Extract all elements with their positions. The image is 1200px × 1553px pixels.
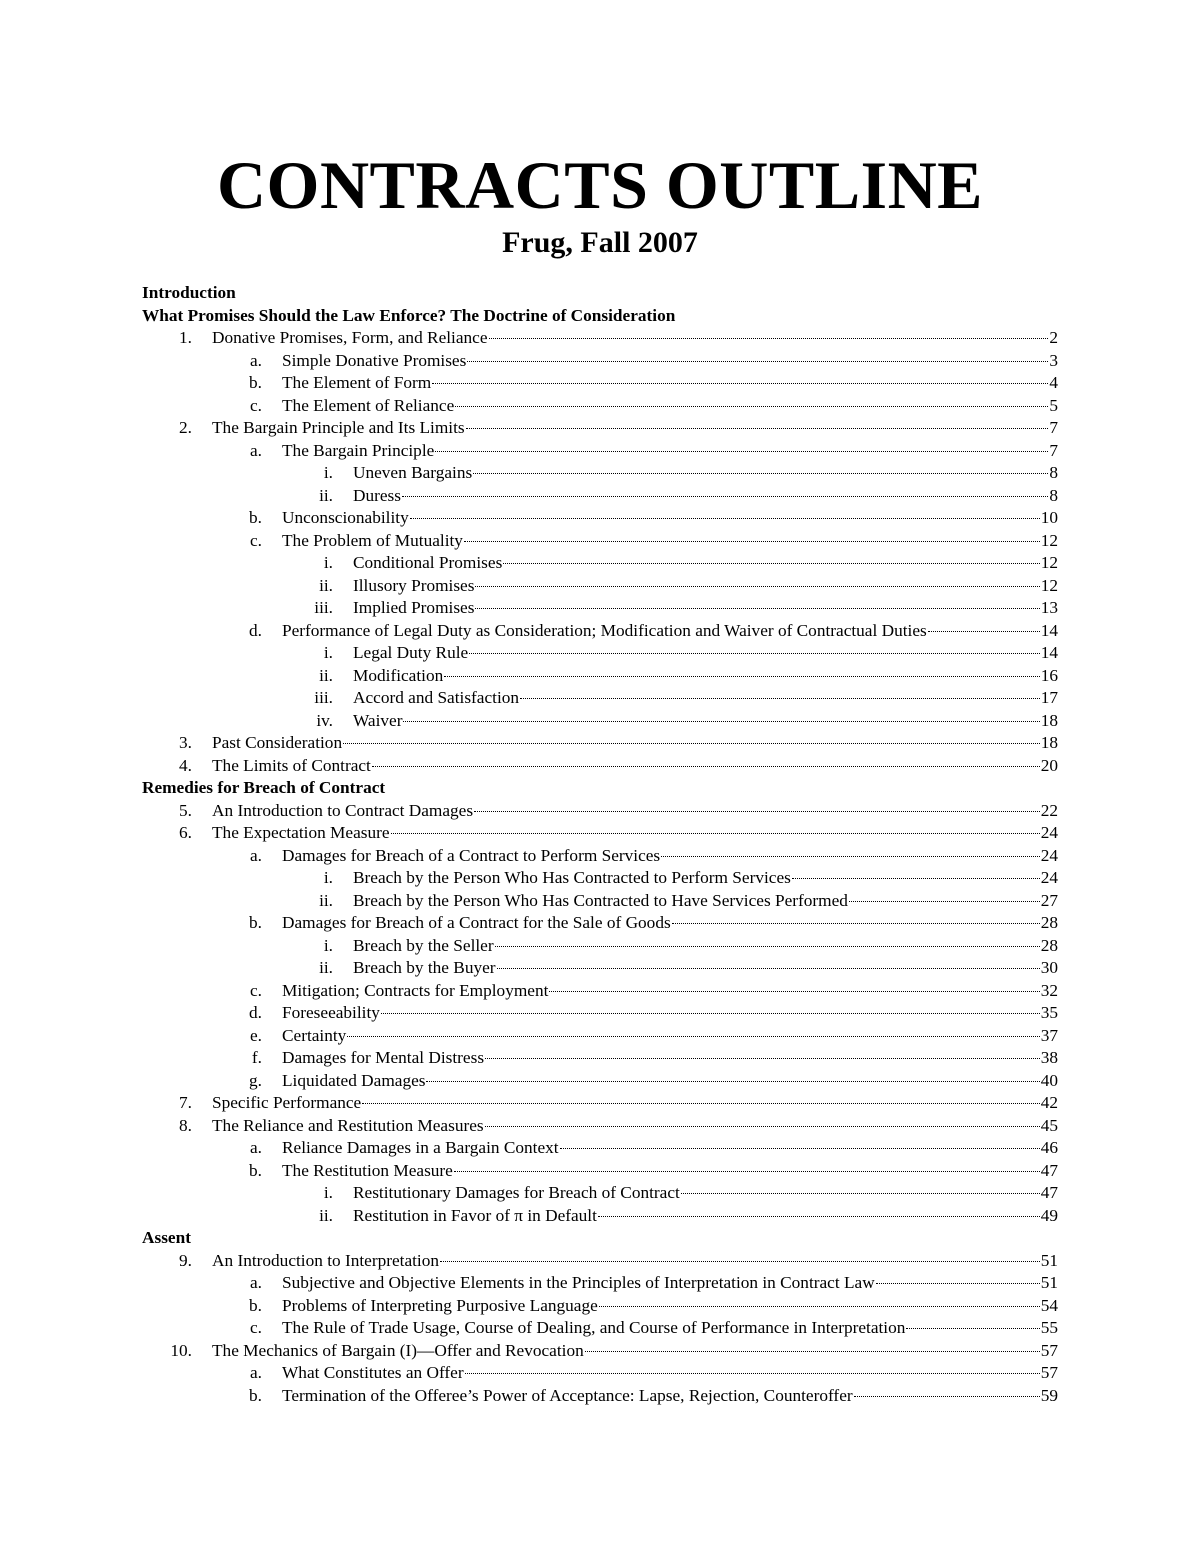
toc-entry [142,530,1058,553]
toc-entry-number: b. [249,1295,262,1315]
toc-page-number: 17 [1040,688,1058,707]
toc-page-number: 14 [1040,643,1058,662]
toc-dot-leader [467,360,1048,362]
toc-heading-label: Assent [142,1228,191,1247]
toc-entry [142,485,1058,508]
toc-entry-label: Duress [353,485,401,505]
toc-entry-label: Illusory Promises [353,575,475,595]
toc-entry-number: b. [249,373,262,392]
toc-page-number: 32 [1040,980,1058,1000]
toc-entry [142,1002,1058,1025]
toc-entry-label: The Element of Reliance [282,395,455,415]
toc-entry-number: iv. [316,710,333,730]
toc-entry [142,957,1058,980]
toc-page-number: 24 [1040,868,1058,887]
toc-entry-number: ii. [319,958,333,977]
toc-dot-leader [854,1395,1040,1397]
toc-entry-label: An Introduction to Interpretation [212,1250,439,1270]
toc-entry-number: i. [323,1183,333,1202]
toc-entry-number: ii. [319,890,333,910]
toc-entry-number: 9. [179,1250,192,1270]
toc-dot-leader [681,1192,1040,1194]
toc-entry-number: i. [323,868,333,887]
toc-entry-label: Damages for Breach of a Contract to Perform Services [282,845,661,865]
toc-entry-number: 4. [179,755,192,775]
toc-entry-label: An Introduction to Contract Damages [212,800,474,820]
toc-page-number: 28 [1040,913,1058,932]
toc-entry [142,1070,1058,1093]
toc-page-number: 12 [1040,575,1058,595]
toc-dot-leader [906,1327,1039,1329]
toc-entry [142,1362,1058,1385]
toc-entry-number: a. [250,1273,262,1292]
toc-dot-leader [466,427,1049,429]
toc-dot-leader [465,1372,1040,1374]
toc-dot-leader [661,855,1040,857]
toc-entry-number: b. [249,1160,262,1180]
document-subtitle: Frug, Fall 2007 [502,226,698,259]
toc-dot-leader [372,765,1040,767]
toc-entry [142,1182,1058,1205]
toc-entry-label: The Bargain Principle and Its Limits [212,418,465,437]
toc-entry-label: What Constitutes an Offer [282,1363,464,1382]
toc-entry-number: e. [250,1025,262,1045]
toc-entry [142,822,1058,845]
toc-entry-label: Certainty [282,1025,347,1045]
toc-entry [142,1250,1058,1273]
toc-dot-leader [585,1350,1040,1352]
toc-page-number: 24 [1040,845,1058,865]
toc-page-number: 42 [1040,1093,1058,1112]
toc-entry [142,912,1058,935]
table-of-contents [142,282,1058,1407]
toc-page-number: 22 [1040,800,1058,820]
toc-entry-number: c. [250,530,262,550]
toc-page-number: 51 [1040,1250,1058,1270]
toc-dot-leader [343,742,1040,744]
toc-entry-label: Implied Promises [353,598,475,617]
toc-page-number: 5 [1049,395,1058,415]
toc-entry [142,642,1058,665]
toc-entry [142,1340,1058,1363]
toc-entry [142,845,1058,868]
toc-entry-number: c. [250,1318,262,1337]
toc-entry-label: Specific Performance [212,1093,362,1112]
toc-entry-number: g. [249,1070,262,1090]
toc-dot-leader [474,810,1040,812]
toc-entry [142,1115,1058,1138]
toc-page-number: 13 [1040,598,1058,617]
toc-dot-leader [362,1102,1039,1104]
toc-entry [142,552,1058,575]
toc-dot-leader [599,1305,1040,1307]
toc-page-number: 47 [1040,1160,1058,1180]
toc-dot-leader [489,337,1049,339]
toc-entry-label: Foreseeability [282,1003,380,1022]
toc-dot-leader [672,922,1040,924]
toc-entry-number: b. [249,913,262,932]
toc-dot-leader [391,832,1040,834]
toc-page-number: 7 [1049,418,1058,437]
toc-entry [142,1295,1058,1318]
toc-dot-leader [503,562,1039,564]
toc-entry-label: The Element of Form [282,373,432,392]
toc-page-number: 18 [1040,710,1058,730]
toc-dot-leader [426,1080,1039,1082]
toc-entry-label: The Problem of Mutuality [282,530,463,550]
toc-entry-label: Modification [353,665,444,685]
toc-entry-number: b. [249,508,262,527]
toc-entry-label: Damages for Breach of a Contract for the Sale of Goods [282,913,671,932]
toc-entry [142,867,1058,890]
toc-entry-number: 5. [179,800,192,820]
toc-dot-leader [454,1170,1040,1172]
toc-dot-leader [549,990,1039,992]
toc-dot-leader [455,405,1048,407]
toc-entry-number: 6. [179,823,192,842]
toc-entry-number: ii. [319,1205,333,1225]
toc-entry-label: Waiver [353,710,403,730]
toc-page-number: 47 [1040,1183,1058,1202]
toc-entry-number: i. [323,553,333,572]
toc-entry-number: i. [323,935,333,955]
toc-entry [142,575,1058,598]
toc-dot-leader [485,1057,1040,1059]
toc-entry-label: The Mechanics of Bargain (I)—Offer and Revocation [212,1340,584,1360]
toc-entry-number: a. [250,1363,262,1382]
toc-page-number: 3 [1049,350,1058,370]
toc-page-number: 12 [1040,530,1058,550]
toc-entry [142,395,1058,418]
toc-entry [142,350,1058,373]
toc-entry-number: i. [323,643,333,662]
toc-dot-leader [381,1012,1040,1014]
toc-page-number: 7 [1049,440,1058,460]
toc-entry-number: a. [250,845,262,865]
toc-entry [142,1137,1058,1160]
toc-entry [142,372,1058,395]
toc-dot-leader [432,382,1048,384]
toc-page-number: 49 [1040,1205,1058,1225]
toc-dot-leader [444,675,1039,677]
toc-page-number: 46 [1040,1138,1058,1157]
toc-entry-label: Subjective and Objective Elements in the Principles of Interpretation in Contract Law [282,1273,875,1292]
toc-page-number: 38 [1040,1048,1058,1067]
toc-dot-leader [849,900,1040,902]
toc-entry [142,665,1058,688]
toc-entry-number: d. [249,1003,262,1022]
toc-entry [142,1047,1058,1070]
toc-dot-leader [485,1125,1040,1127]
toc-page-number: 30 [1040,958,1058,977]
toc-entry [142,1205,1058,1228]
toc-entry [142,800,1058,823]
toc-dot-leader [410,517,1040,519]
toc-entry-label: Performance of Legal Duty as Consideration; Modification and Waiver of Contractual Duties [282,620,927,640]
toc-entry-number: 8. [179,1115,192,1135]
toc-entry [142,755,1058,778]
toc-section-heading [142,305,1058,328]
toc-page-number: 24 [1040,823,1058,842]
toc-page-number: 8 [1049,463,1058,482]
toc-entry [142,732,1058,755]
toc-entry-label: The Expectation Measure [212,823,390,842]
toc-page-number: 54 [1040,1295,1058,1315]
toc-entry-label: Breach by the Person Who Has Contracted to Have Services Performed [353,890,848,910]
toc-entry-label: Breach by the Person Who Has Contracted to Perform Services [353,868,791,887]
toc-page-number: 16 [1040,665,1058,685]
toc-heading-label: What Promises Should the Law Enforce? The Doctrine of Consideration [142,305,676,325]
toc-entry-number: 10. [170,1340,192,1360]
toc-entry-number: iii. [314,598,333,617]
toc-entry-label: Mitigation; Contracts for Employment [282,980,549,1000]
toc-entry-label: The Bargain Principle [282,440,435,460]
toc-entry-label: The Limits of Contract [212,755,371,775]
toc-heading-label: Introduction [142,283,236,302]
toc-entry-label: Reliance Damages in a Bargain Context [282,1138,559,1157]
toc-entry-number: a. [250,350,262,370]
toc-page-number: 28 [1040,935,1058,955]
toc-page-number: 57 [1040,1363,1058,1382]
toc-dot-leader [347,1035,1039,1037]
toc-entry [142,507,1058,530]
toc-entry [142,327,1058,350]
toc-dot-leader [598,1215,1040,1217]
toc-entry-number: i. [323,463,333,482]
toc-page-number: 27 [1040,890,1058,910]
toc-entry-number: ii. [319,575,333,595]
toc-dot-leader [560,1147,1040,1149]
toc-entry-label: The Restitution Measure [282,1160,453,1180]
toc-entry [142,597,1058,620]
toc-entry [142,687,1058,710]
toc-entry-number: c. [250,395,262,415]
toc-entry-label: Restitution in Favor of π in Default [353,1205,597,1225]
toc-entry-label: Conditional Promises [353,553,503,572]
toc-entry-number: a. [250,1138,262,1157]
toc-entry-label: Breach by the Seller [353,935,494,955]
toc-entry-number: ii. [319,665,333,685]
toc-entry [142,620,1058,643]
toc-page-number: 2 [1049,328,1058,347]
toc-entry-number: iii. [314,688,333,707]
toc-entry-number: c. [250,980,262,1000]
toc-page-number: 4 [1049,373,1058,392]
toc-entry-number: 1. [179,328,192,347]
toc-entry-number: ii. [319,485,333,505]
toc-page-number: 37 [1040,1025,1058,1045]
toc-entry-label: Legal Duty Rule [353,643,469,662]
toc-page-number: 55 [1040,1318,1058,1337]
toc-entry-label: Restitutionary Damages for Breach of Contract [353,1183,680,1202]
toc-entry-number: 3. [179,733,192,752]
toc-dot-leader [473,472,1048,474]
toc-entry-label: Problems of Interpreting Purposive Language [282,1295,598,1315]
toc-entry-label: Liquidated Damages [282,1070,426,1090]
toc-entry [142,1385,1058,1408]
toc-page-number: 18 [1040,733,1058,752]
document-title: CONTRACTS OUTLINE [216,147,984,223]
toc-entry-label: Donative Promises, Form, and Reliance [212,328,488,347]
toc-entry [142,935,1058,958]
toc-dot-leader [520,697,1040,699]
toc-entry-label: Simple Donative Promises [282,350,467,370]
toc-dot-leader [495,945,1040,947]
toc-page-number: 45 [1040,1115,1058,1135]
toc-entry-label: Uneven Bargains [353,463,473,482]
toc-entry-label: Past Consideration [212,733,343,752]
toc-dot-leader [403,720,1039,722]
toc-entry-label: The Rule of Trade Usage, Course of Dealing, and Course of Performance in Interpretation [282,1318,906,1337]
toc-entry-number: d. [249,620,262,640]
toc-entry-label: The Reliance and Restitution Measures [212,1115,484,1135]
toc-entry [142,980,1058,1003]
toc-entry [142,417,1058,440]
toc-page-number: 51 [1040,1273,1058,1292]
toc-entry [142,1272,1058,1295]
toc-entry [142,1092,1058,1115]
toc-section-heading [142,1227,1058,1250]
toc-page-number: 14 [1040,620,1058,640]
toc-entry [142,710,1058,733]
toc-page-number: 57 [1040,1340,1058,1360]
toc-page-number: 10 [1040,508,1058,527]
toc-dot-leader [469,652,1040,654]
toc-dot-leader [928,630,1040,632]
toc-entry [142,440,1058,463]
toc-entry-label: Termination of the Offeree’s Power of Acceptance: Lapse, Rejection, Counteroffer [282,1385,853,1405]
toc-page-number: 40 [1040,1070,1058,1090]
toc-dot-leader [464,540,1040,542]
toc-page-number: 12 [1040,553,1058,572]
toc-entry-label: Accord and Satisfaction [353,688,520,707]
toc-page-number: 8 [1049,485,1058,505]
toc-dot-leader [497,967,1040,969]
toc-page-number: 35 [1040,1003,1058,1022]
toc-entry [142,1160,1058,1183]
toc-dot-leader [435,450,1048,452]
toc-entry-label: Damages for Mental Distress [282,1048,485,1067]
toc-entry-number: 2. [179,418,192,437]
toc-entry-number: a. [250,440,262,460]
toc-section-heading [142,282,1058,305]
toc-dot-leader [876,1282,1040,1284]
toc-entry [142,1317,1058,1340]
toc-dot-leader [440,1260,1040,1262]
toc-entry-label: Breach by the Buyer [353,958,496,977]
toc-dot-leader [475,607,1039,609]
toc-entry [142,462,1058,485]
toc-dot-leader [475,585,1039,587]
toc-dot-leader [792,877,1040,879]
toc-page-number: 20 [1040,755,1058,775]
toc-heading-label: Remedies for Breach of Contract [142,778,386,797]
toc-page-number: 59 [1040,1385,1058,1405]
toc-entry-label: Unconscionability [282,508,409,527]
toc-dot-leader [402,495,1048,497]
toc-entry-number: 7. [179,1093,192,1112]
toc-entry [142,1025,1058,1048]
toc-entry-number: f. [251,1048,262,1067]
toc-section-heading [142,777,1058,800]
toc-entry [142,890,1058,913]
toc-entry-number: b. [249,1385,262,1405]
